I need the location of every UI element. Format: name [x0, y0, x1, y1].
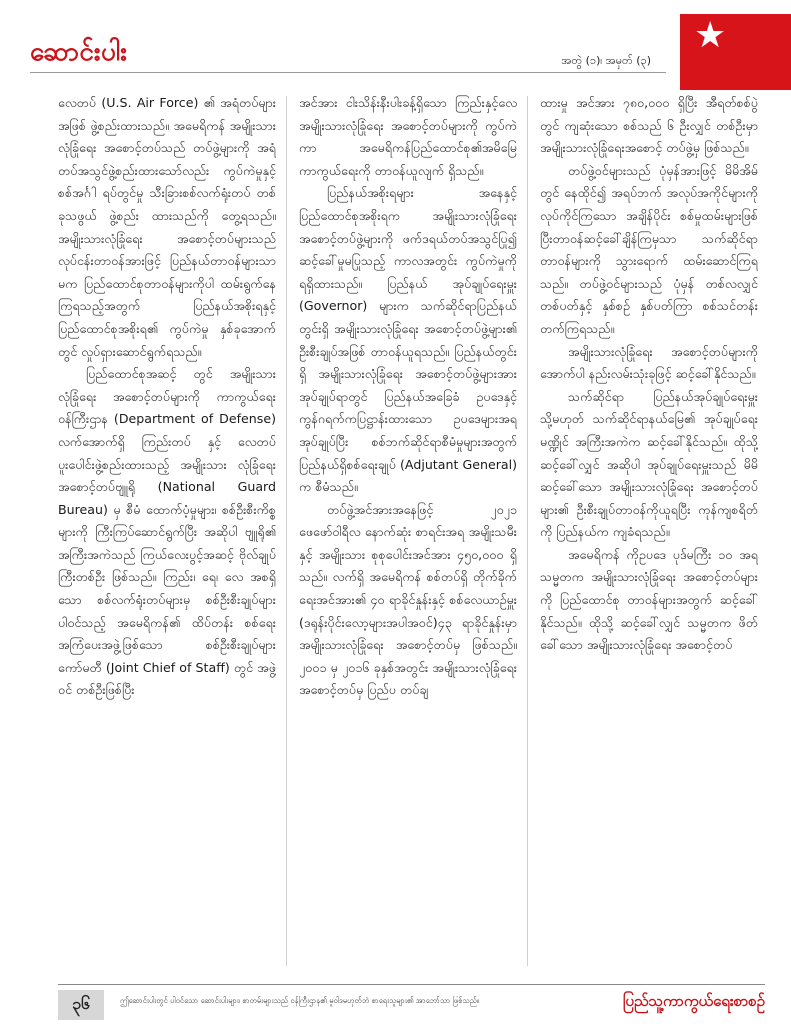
paragraph: ထားမှု အင်အား ၇၈၀,၀၀၀ ရှိပြီး အီရတ်စစ်ပွဲတွင် ကျဆုံးသော စစ်သည် ၆ ဦးလျှင် တစ်ဦးမှာ အမျိုးသားလုံခြုံရေးအစောင့် တပ်ဖွဲ့မှ ဖြစ်သည်။ — [540, 95, 758, 156]
page-header — [0, 0, 791, 92]
page-number: ၃၆ — [58, 990, 104, 1020]
issue-info: အတွဲ (၁)၊ အမှတ် (၃) — [561, 54, 651, 67]
star-icon: ★ — [694, 15, 727, 56]
paragraph: ပြည်ထောင်စုအဆင့် တွင် အမျိုးသားလုံခြုံရေး အစောင့်တပ်များကို ကာကွယ်ရေးဝန်ကြီးဌာန (Department of Defense) လက်အောက်ရှိ ကြည်းတပ် နှင့် လေတပ် ပူးပေါင်းဖွဲ့စည်းထားသည့် အမျိုးသား လုံခြုံရေး အစောင့်တပ်ဗျူရို (National Guard Bureau) မှ စီမံ ထောက်ပံ့မှုများ၊ စစ်ဦးစီးကိစ္စများကို ကြီးကြပ်ဆောင်ရွက်ပြီး အဆိုပါ ဗျူရို၏ အကြီးအကဲသည် ကြယ်လေးပွင့်အဆင့် ဗိုလ်ချုပ်ကြီးတစ်ဦး ဖြစ်သည်။ ကြည်း၊ ရေ၊ လေ အစရှိသော စစ်လက်ရုံးတပ်များမှ စစ်ဦးစီးချုပ်များ ပါဝင်သည့် အမေရိကန်၏ ထိပ်တန်း စစ်ရေးအကြံပေးအဖွဲ့ဖြစ်သော စစ်ဦးစီးချုပ်များကော်မတီ (Joint Chief of Staff) တွင် အဖွဲ့ဝင် တစ်ဦးဖြစ်ပြီး — [58, 366, 276, 698]
flag-icon — [680, 14, 791, 90]
column-3 — [540, 92, 758, 977]
paragraph: သက်ဆိုင်ရာ ပြည်နယ်အုပ်ချုပ်ရေးမှူး သို့မဟုတ် သက်ဆိုင်ရာနယ်မြေ၏ အုပ်ချုပ်ရေးမဏ္ဍိုင် အကြီးအကဲက ဆင့်ခေါ်နိုင်သည်။ ထိုသို့ ဆင့်ခေါ်လျှင် အဆိုပါ အုပ်ချုပ်ရေးမှူးသည် မိမိဆင့်ခေါ်သော အမျိုးသားလုံခြုံရေး အစောင့်တပ်များ၏ ဦးစီးချုပ်တာဝန်ကိုယူရပြီး ကုန်ကျစရိတ်ကို ပြည်နယ်က ကျခံရသည်။ — [540, 388, 758, 540]
paragraph: အမေရိကန် ကိုဥပဒေ ပုဒ်မကြီး ၁၀ အရ သမ္မတက အမျိုးသားလုံခြုံရေး အစောင့်တပ်များကို ပြည်ထောင်စု တာဝန်များအတွက် ဆင့်ခေါ်နိုင်သည်။ ထိုသို့ ဆင့်ခေါ်လျှင် သမ္မတက ဖိတ်ခေါ်သော အမျိုးသားလုံခြုံရေး အစောင့်တပ် — [540, 546, 758, 653]
paragraph: အင်အား ငါးသိန်းနီးပါးခန့်ရှိသော ကြည်းနှင့်လေ အမျိုးသားလုံခြုံရေး အစောင့်တပ်များကို ကွပ်ကဲကာ အမေရိကန်ပြည်ထောင်စု၏အမိမြေ ကာကွယ်ရေးကို တာဝန်ယူလျက် ရှိသည်။ — [299, 95, 517, 178]
footer-disclaimer: ဤဆောင်းပါးတွင် ပါဝင်သော ဆောင်းပါးများ၊ စာတမ်းများသည် ဝန်ကြီးဌာန၏ မူဝါဒမဟုတ်ဘဲ စာရေးသူများ၏ အာဘော်သာ ဖြစ်သည်။ — [120, 996, 480, 1005]
publication-name: ပြည်သူ့ကာကွယ်ရေးစာစဉ် — [622, 992, 765, 1010]
article-body — [58, 92, 758, 977]
page-footer — [0, 982, 791, 1024]
paragraph: တပ်ဖွဲ့အင်အားအနေဖြင့် ၂၀၂၁ ဖေဖော်ဝါရီလ နောက်ဆုံး စာရင်းအရ အမျိုးသမီးနှင့် အမျိုးသား စုစုပေါင်းအင်အား ၄၅၀,၀၀၀ ရှိသည်။ လက်ရှိ အမေရိကန် စစ်တပ်ရှိ တိုက်ခိုက်ရေးအင်အား၏ ၄၀ ရာခိုင်နှုန်းနှင့် စစ်လေယာဉ်မှူး (ဒရုန်းပိုင်းလော့များအပါအဝင်)၄၃ ရာခိုင်နှုန်းမှာ အမျိုးသားလုံခြုံရေး အစောင့်တပ်မှ ဖြစ်သည်။ ၂၀၀၁ မှ ၂၀၁၆ ခုနှစ်အတွင်း အမျိုးသားလုံခြုံရေးအစောင့်တပ်မှ ပြည်ပ တပ်ချ — [299, 501, 517, 698]
paragraph: လေတပ် (U.S. Air Force) ၏ အရံတပ်များအဖြစ် ဖွဲ့စည်းထားသည်။ အမေရိကန် အမျိုးသား လုံခြုံရေး အစောင့်တပ်သည် တပ်ဖွဲ့များကို အရံတပ်အသွင်ဖွဲ့စည်းထားသော်လည်း ကွပ်ကဲမှုနှင့် စစ်အင်္ဂါ ရပ်တွင်မှု သီးခြားစစ်လက်ရုံးတပ် တစ်ခုသဖွယ် ဖွဲ့စည်း ထားသည်ကို တွေ့ရသည်။ အမျိုးသားလုံခြုံရေး အစောင့်တပ်များသည် လုပ်ငန်းတာဝန်အားဖြင့် ပြည်နယ်တာဝန်များသာမက ပြည်ထောင်စုတာဝန်များကိုပါ ထမ်းရွက်နေကြရသည့်အတွက် ပြည်နယ်အစိုးရနှင့် ပြည်ထောင်စုအစိုးရ၏ ကွပ်ကဲမှု နှစ်ခုအောက်တွင် လှုပ်ရှားဆောင်ရွက်ရသည်။ — [58, 95, 276, 359]
footer-divider — [58, 984, 765, 985]
section-title: ဆောင်းပါး — [30, 37, 128, 67]
column-2 — [299, 92, 517, 977]
column-1 — [58, 92, 276, 977]
header-divider — [30, 72, 666, 73]
paragraph: တပ်ဖွဲ့ဝင်များသည် ပုံမှန်အားဖြင့် မိမိအိမ်တွင် နေထိုင်၍ အရပ်ဘက် အလုပ်အကိုင်များကို လုပ်ကိုင်ကြသော အချိန်ပိုင်း စစ်မှုထမ်းများဖြစ်ပြီးတာဝန်ဆင့်ခေါ်ချိန်ကြမှသာ သက်ဆိုင်ရာတာဝန်များကို သွားရောက် ထမ်းဆောင်ကြရသည်။ တပ်ဖွဲ့ဝင်များသည် ပုံမှန် တစ်လလျှင် တစ်ပတ်နှင့် နှစ်စဉ် နှစ်ပတ်ကြာ စစ်သင်တန်း တက်ကြရသည်။ — [540, 162, 758, 336]
paragraph: အမျိုးသားလုံခြုံရေး အစောင့်တပ်များကို အောက်ပါ နည်းလမ်းသုံးခုဖြင့် ဆင့်ခေါ်နိုင်သည်။ — [540, 343, 758, 382]
paragraph: ပြည်နယ်အစိုးရများ အနေနှင့် ပြည်ထောင်စုအစိုးရက အမျိုးသားလုံခြုံရေးအစောင့်တပ်ဖွဲ့များကို ဖက်ဒရယ်တပ်အသွင်ပြု၍ ဆင့်ခေါ်မှုမပြုသည့် ကာလအတွင်း ကွပ်ကဲမှုကို ရရှိထားသည်။ ပြည်နယ် အုပ်ချုပ်ရေးမှူး (Governor) များက သက်ဆိုင်ရာပြည်နယ်တွင်းရှိ အမျိုးသားလုံခြုံရေး အစောင့်တပ်ဖွဲ့များ၏ ဦးစီးချုပ်အဖြစ် တာဝန်ယူရသည်။ ပြည်နယ်တွင်းရှိ အမျိုးသားလုံခြုံရေး အစောင့်တပ်ဖွဲ့များအား အုပ်ချုပ်ရာတွင် ပြည်နယ်အခြေခံ ဥပဒေနှင့်ကွန်ဂရက်ကပြဋ္ဌာန်းထားသော ဥပဒေများအရ အုပ်ချုပ်ပြီး စစ်ဘက်ဆိုင်ရာစီမံမှုများအတွက် ပြည်နယ်ရှိစစ်ရေးချုပ် (Adjutant General) က စီမံသည်။ — [299, 185, 517, 495]
